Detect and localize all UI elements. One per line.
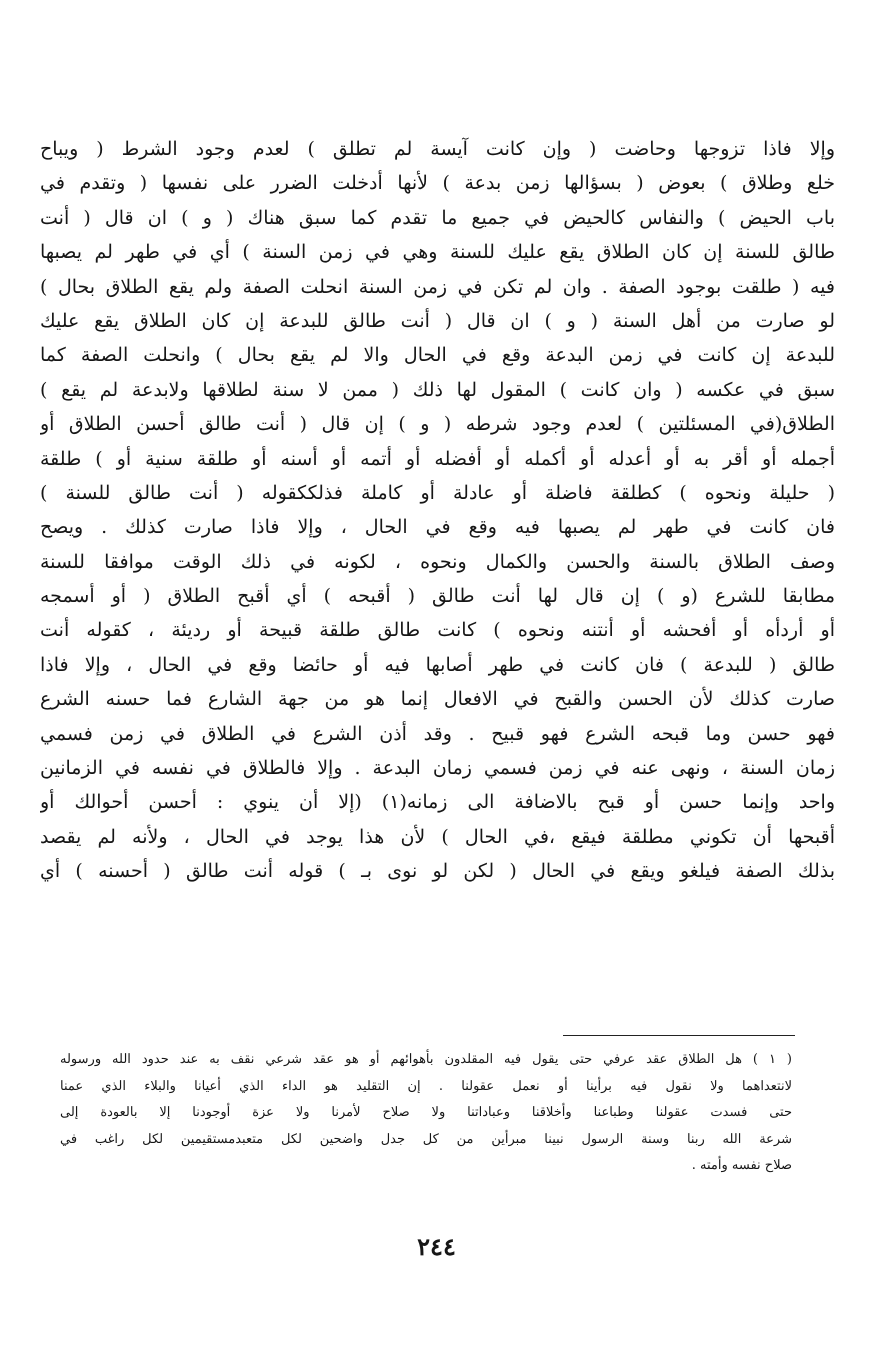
- text-line: فان كانت في طهر لم يصبها فيه وقع في الحال ، وإلا فاذا صارت كذلك . ويصح: [40, 516, 835, 539]
- page-number: ٢٤٤: [417, 1232, 456, 1261]
- footnote: [60, 1047, 792, 1180]
- text-line: أو أردأه أو أفحشه أو أنتنه ونحوه ) كانت طالق طلقة قبيحة أو رديئة ، كقوله أنت: [40, 619, 835, 642]
- text-line: وصف الطلاق بالسنة والحسن والكمال ونحوه ، لكونه في ذلك الوقت موافقا للسنة: [40, 550, 835, 573]
- footnote-line: صلاح نفسه وأمته .: [691, 1158, 792, 1173]
- text-line: الطلاق(في المسئلتين ) لعدم وجود شرطه ( و ) إن قال ( أنت طالق أحسن الطلاق أو: [40, 413, 835, 436]
- text-line: طالق ( للبدعة ) فان كانت في طهر أصابها فيه أو حائضا وقع في الحال ، وإلا فاذا: [40, 653, 835, 676]
- text-line: خلع وطلاق ) بعوض ( بسؤالها زمن بدعة ) لأنها أدخلت الضرر على نفسها ( وتقدم في: [40, 172, 835, 195]
- text-line: سبق في عكسه ( وان كانت ) المقول لها ذلك ( ممن لا سنة لطلاقها ولابدعة لم يقع ): [40, 378, 835, 401]
- footnote-separator: [563, 1035, 795, 1036]
- text-line: فيه ( طلقت بوجود الصفة . وان لم تكن في زمن السنة انحلت الصفة ولم يقع الطلاق بحال ): [40, 275, 835, 298]
- text-line: صارت كذلك لأن الحسن والقبح في الافعال إنما هو من جهة الشارع فما حسنه الشرع: [40, 688, 835, 711]
- text-line: بذلك الصفة فيلغو ويقع في الحال ( لكن لو نوى بـ ) قوله أنت طالق ( أحسنه ) أي: [40, 860, 835, 883]
- text-line: زمان السنة ، ونهى عنه في زمن فسمي زمان البدعة . وإلا فالطلاق في نفسه في الزمانين: [40, 757, 835, 780]
- main-text: [40, 132, 835, 889]
- text-line: طالق للسنة إن كان الطلاق يقع عليك للسنة وهي في زمن السنة ) أي في طهر لم يصبها: [40, 241, 835, 264]
- text-line: مطابقا للشرع (و ) إن قال لها أنت طالق ( أقبحه ) أي أقبح الطلاق ( أو أسمجه: [40, 585, 835, 608]
- text-line: فهو حسن وما قبحه الشرع فهو قبيح . وقد أذن الشرع في الطلاق في زمن فسمي: [40, 722, 835, 745]
- text-line: وإلا فاذا تزوجها وحاضت ( وإن كانت آيسة لم تطلق ) لعدم وجود الشرط ( ويباح: [40, 138, 835, 160]
- text-line: لو صارت من أهل السنة ( و ) ان قال ( أنت طالق للبدعة إن كان الطلاق يقع عليك: [40, 309, 835, 332]
- text-line: للبدعة إن كانت في زمن البدعة وقع في الحال والا لم يقع بحال ) وانحلت الصفة كما: [40, 344, 835, 367]
- footnote-line: لانتعداهما ولا نقول فيه برأينا أو نعمل عقولنا . إن التقليد هو الداء الذي أعيانا والبلاء الذي عمنا: [60, 1078, 792, 1094]
- footnote-line: ( ١ ) هل الطلاق عقد عرفي حتى يقول فيه المقلدون بأهوائهم أو هو عقد شرعي نقف به عند حدود الله ورسوله: [60, 1052, 792, 1067]
- footnote-line: حتى فسدت عقولنا وطباعنا وأخلاقنا وعباداتنا ولا صلاح لأمرنا ولا عزة أوجودنا إلا بالعودة إلى: [60, 1105, 792, 1120]
- text-line: ( حليلة ونحوه ) كطلقة فاضلة أو عادلة أو كاملة فذلككقوله ( أنت طالق للسنة ): [40, 481, 835, 504]
- text-line: واحد وإنما حسن أو قبح بالاضافة الى زمانه(١) (إلا أن ينوي : أحسن أحوالك أو: [40, 791, 835, 814]
- text-line: أجمله أو أقر به أو أعدله أو أكمله أو أفضله أو أتمه أو أسنه أو طلقة سنية أو ) طلقة: [40, 447, 835, 470]
- text-line: باب الحيض ) والنفاس كالحيض في جميع ما تقدم كما سبق هناك ( و ) ان قال ( أنت: [40, 206, 835, 229]
- text-line: أقبحها أن تكوني مطلقة فيقع ،في الحال ) لأن هذا يوجد في الحال ، ولأنه لم يقصد: [40, 825, 835, 848]
- footnote-line: شرعة الله ربنا وسنة الرسول نبينا مبرأين من كل جدل واضحين لكل متعبدمستقيمين لكل راغب في: [60, 1131, 792, 1147]
